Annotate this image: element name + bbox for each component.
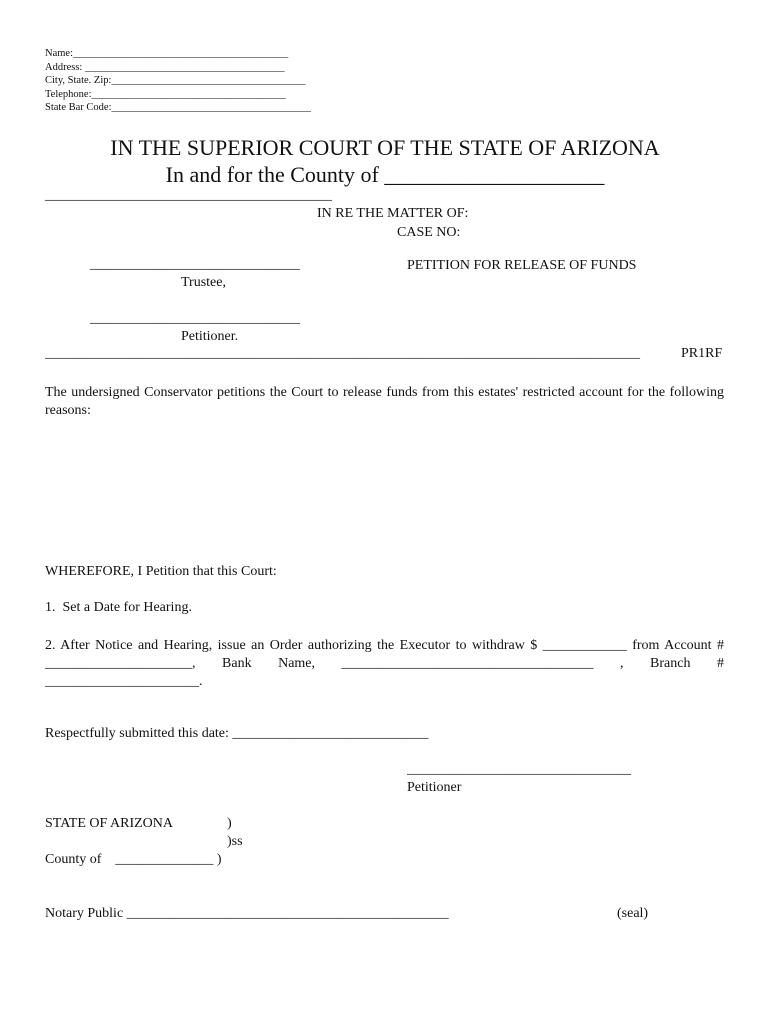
seal-label: (seal) <box>617 906 649 921</box>
attorney-name-field: Name:_________________________________________ <box>45 48 289 59</box>
document-title: PETITION FOR RELEASE OF FUNDS <box>407 258 637 273</box>
submitted-date-line: Respectfully submitted this date: ____________________________ <box>45 726 429 741</box>
court-title: IN THE SUPERIOR COURT OF THE STATE OF ARIZONA <box>110 135 660 160</box>
caption-bottom-rule: _____________________________________________________________________________________ <box>45 347 640 361</box>
item-withdraw-order: 2. After Notice and Hearing, issue an Order authorizing the Executor to withdraw $ ____________ from Account # _____________________, Bank Name, ____________________________________ , Branch # ______________________. <box>45 638 724 689</box>
notary-ss: )ss <box>227 834 243 849</box>
attorney-state-bar-code-field: State Bar Code:______________________________________ <box>45 102 311 113</box>
intro-paragraph: The undersigned Conservator petitions the Court to release funds from this estates' restricted account for the following reasons: <box>45 385 724 418</box>
notary-public-line: Notary Public ______________________________________________ <box>45 906 449 921</box>
form-code: PR1RF <box>681 346 723 361</box>
attorney-address-field: Address: ______________________________________ <box>45 62 285 73</box>
county-line: In and for the County of ____________________ <box>165 162 605 187</box>
petitioner-label: Petitioner. <box>181 329 239 344</box>
attorney-telephone-field: Telephone:_____________________________________ <box>45 89 286 100</box>
caption-top-rule: _________________________________________ <box>45 188 332 203</box>
notary-state: STATE OF ARIZONA <box>45 816 173 831</box>
petitioner-blank: ______________________________ <box>90 311 300 326</box>
signature-line: ________________________________ <box>407 762 631 777</box>
trustee-label: Trustee, <box>181 275 226 290</box>
attorney-city-state-zip-field: City, State. Zip:_____________________________________ <box>45 75 306 86</box>
case-no-label: CASE NO: <box>397 225 461 240</box>
trustee-blank: ______________________________ <box>90 257 300 272</box>
notary-county-line: County of ______________ ) <box>45 852 222 867</box>
notary-paren: ) <box>227 816 232 831</box>
signature-label: Petitioner <box>407 780 462 795</box>
item-set-hearing-date: 1. Set a Date for Hearing. <box>45 600 192 615</box>
in-re-label: IN RE THE MATTER OF: <box>317 206 469 221</box>
wherefore-clause: WHEREFORE, I Petition that this Court: <box>45 564 277 579</box>
